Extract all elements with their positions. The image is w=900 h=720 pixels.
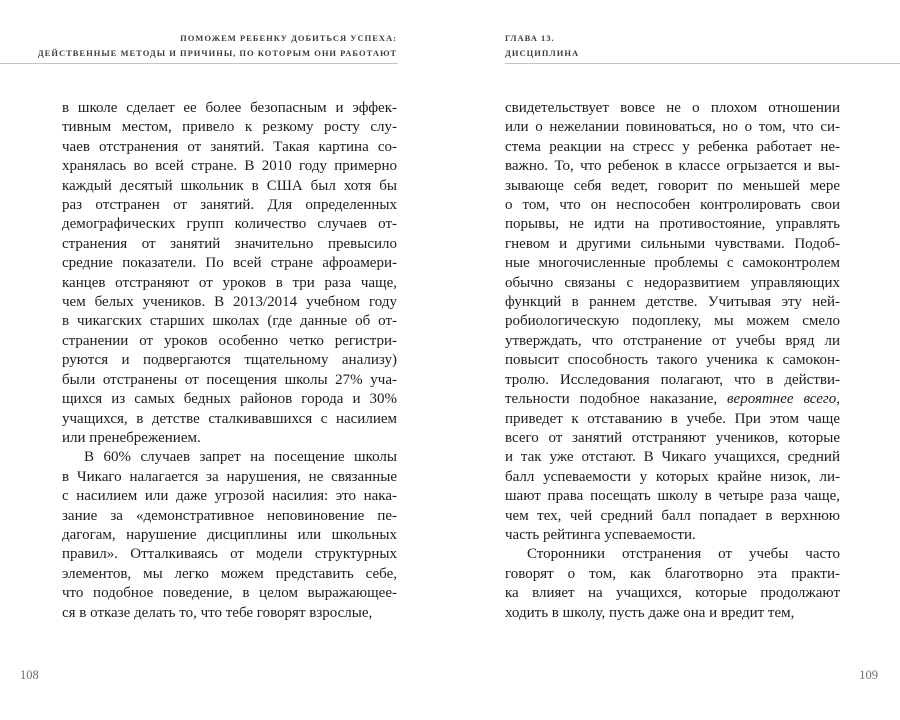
text-line: зывающе себя ведет, говорит по меньшей мере bbox=[505, 177, 840, 194]
text-line: обычно связаны с недоразвитием управляющих bbox=[505, 274, 840, 291]
text-line: щихся из самых бедных районов города и 30% bbox=[62, 391, 397, 408]
text-line: шают права посещать школу в четыре раза чаще, bbox=[505, 488, 840, 505]
text-line: балл успеваемости у которых крайне низок, ли- bbox=[505, 468, 840, 485]
text-line: руются и подвергаются тщательному анализу) bbox=[62, 352, 397, 369]
text-line: чем тех, чей средний балл попадает в верхнюю bbox=[505, 507, 840, 524]
text-line: странения от занятий значительно превысило bbox=[62, 235, 397, 252]
text-line: что подобное поведение, в целом выражающее- bbox=[62, 585, 397, 602]
text-line: раз отстранен от занятий. Для определенных bbox=[62, 197, 397, 214]
text-line: ка влияет на учащихся, которые продолжают bbox=[505, 585, 840, 602]
text-line: или о нежелании повиноваться, но о том, что си- bbox=[505, 119, 840, 136]
head-rule-left bbox=[0, 63, 398, 64]
page-number-left: 108 bbox=[20, 668, 39, 682]
text-line: о том, что он неспособен контролировать свои bbox=[505, 197, 840, 214]
text-line: ходить в школу, пусть даже она и вредит тем, bbox=[505, 604, 795, 621]
text-line: хранялась во всей стране. В 2010 году примерно bbox=[62, 158, 397, 175]
text-line: гневом и другими сильными чувствами. Подоб- bbox=[505, 235, 840, 252]
text-line: были отстранены от посещения школы 27% уча- bbox=[62, 371, 397, 388]
text-line: странении от уроков особенно четко регистри- bbox=[62, 332, 397, 349]
page-number-right: 109 bbox=[859, 668, 878, 682]
text-line: тельности подобное наказание, вероятнее всего, bbox=[505, 391, 840, 408]
text-line: тролю. Исследования полагают, что в действи- bbox=[505, 371, 840, 388]
head-rule-right bbox=[505, 63, 900, 64]
text-line: с насилием или даже угрозой насилия: это нака- bbox=[62, 488, 397, 505]
text-line: или пренебрежением. bbox=[62, 429, 201, 446]
text-line: чем белых учеников. В 2013/2014 учебном году bbox=[62, 294, 397, 311]
text-line: ные многочисленные проблемы с самоконтролем bbox=[505, 255, 840, 272]
text-line: в Чикаго налагается за нарушения, не связанные bbox=[62, 468, 397, 485]
text-line: часть рейтинга успеваемости. bbox=[505, 526, 696, 543]
text-line: функций в раннем детстве. Учитывая эту ней- bbox=[505, 294, 840, 311]
text-line: в чикагских старших школах (где данные об от- bbox=[62, 313, 397, 330]
text-line: учащихся, в детстве сталкивавшихся с насилием bbox=[62, 410, 397, 427]
text-line: каждый десятый школьник в США был хотя бы bbox=[62, 177, 397, 194]
right-page-text-column bbox=[505, 99, 840, 623]
text-line: в школе сделает ее более безопасным и эффек- bbox=[62, 100, 397, 116]
text-line: Сторонники отстранения от учебы часто bbox=[527, 546, 840, 563]
text-line: порывы, не идти на противостояние, управлять bbox=[505, 216, 840, 233]
running-head-left-line2: ДЕЙСТВЕННЫЕ МЕТОДЫ И ПРИЧИНЫ, ПО КОТОРЫМ ОНИ РАБОТАЮТ bbox=[37, 48, 397, 58]
text-line: и так уже отстают. В Чикаго учащихся, средний bbox=[505, 449, 840, 466]
text-line: ся в отказе делать то, что тебе говорят взрослые, bbox=[62, 604, 373, 621]
text-line: повысит способность такого ученика к самокон- bbox=[505, 352, 840, 369]
text-line: демографических групп количество случаев от- bbox=[62, 216, 397, 233]
text-line: всего от занятий отстраняют учеников, которые bbox=[505, 429, 840, 446]
text-line: канцев отстраняют от уроков в три раза чаще, bbox=[62, 274, 397, 291]
text-line: утверждать, что отстранение от учебы вряд ли bbox=[505, 332, 840, 349]
text-line: чаев отстранения от занятий. Такая картина со- bbox=[62, 138, 397, 155]
text-line: робиологическую подоплеку, мы можем смело bbox=[505, 313, 840, 330]
running-head-right bbox=[505, 31, 579, 61]
running-head-left bbox=[38, 31, 397, 61]
text-line: дагогам, нарушение дисциплины или школьных bbox=[62, 526, 397, 543]
text-line: средние показатели. По всей стране афроамери- bbox=[62, 255, 397, 272]
text-line: элементов, мы легко можем представить себе, bbox=[62, 565, 397, 582]
text-line: правил». Отталкиваясь от модели структурных bbox=[62, 546, 397, 563]
running-head-right-line1: ГЛАВА 13. bbox=[505, 33, 555, 43]
running-head-left-line1: ПОМОЖЕМ РЕБЕНКУ ДОБИТЬСЯ УСПЕХА: bbox=[180, 33, 397, 43]
text-line: свидетельствует вовсе не о плохом отношении bbox=[505, 100, 840, 116]
text-line: стема реакции на стресс у ребенка работает не- bbox=[505, 138, 840, 155]
text-line: тивным местом, привело к резкому росту слу- bbox=[62, 119, 397, 136]
text-line: зание за «демонстративное неповиновение пе- bbox=[62, 507, 397, 524]
running-head-right-line2: ДИСЦИПЛИНА bbox=[505, 48, 580, 58]
text-line: говорят о том, как благотворно эта практи- bbox=[505, 565, 840, 582]
text-line: важно. То, что ребенок в классе огрызается и вы- bbox=[505, 158, 840, 175]
left-page-text-column bbox=[62, 99, 397, 623]
text-line: приведет к отставанию в учебе. При этом чаще bbox=[505, 410, 840, 427]
text-line: В 60% случаев запрет на посещение школы bbox=[84, 449, 397, 466]
